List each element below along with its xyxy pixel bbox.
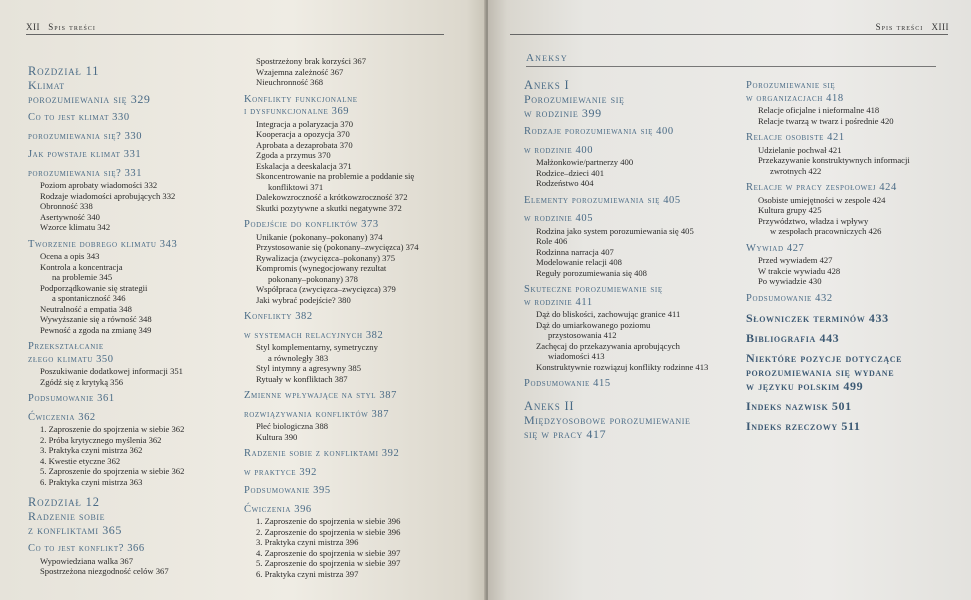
left-page-number: XII (26, 22, 40, 32)
right-page-number: XIII (931, 22, 949, 32)
toc-heading: w systemach relacyjnych 382 (244, 329, 384, 341)
toc-entry: Współpraca (zwycięzca–zwycięzca) 379 (256, 284, 396, 294)
toc-entry: Spostrzeżony brak korzyści 367 (256, 56, 367, 66)
toc-entry: Neutralność a empatia 348 (40, 303, 132, 314)
toc-entry: Obronność 338 (40, 201, 93, 211)
toc-entry: 3. Praktyka czyni mistrza 362 (40, 445, 143, 455)
toc-entry: Rodzinna narracja 407 (536, 246, 614, 257)
toc-entry: zwrotnych 422 (770, 165, 822, 176)
toc-entry: 4. Kwestie etyczne 362 (40, 455, 121, 466)
toc-entry: Role 406 (536, 236, 568, 246)
toc-entry: Asertywność 340 (40, 211, 100, 222)
toc-heading: w rodzinie 399 (524, 106, 602, 120)
toc-entry: Relacje twarzą w twarz i pośrednie 420 (758, 115, 894, 126)
toc-entry: Wzorce klimatu 342 (40, 222, 111, 232)
toc-entry: Płeć biologiczna 388 (256, 421, 329, 431)
toc-heading: złego klimatu 350 (28, 353, 114, 365)
toc-heading: w rodzinie 405 (524, 213, 594, 224)
toc-heading: porozumiewania się wydane (746, 365, 895, 379)
toc-entry: Dalekowzroczność a krótkowzroczność 372 (256, 192, 408, 202)
toc-entry: Rodzeństwo 404 (536, 178, 594, 188)
toc-entry: Przystosowanie się (pokonany–zwycięzca) 374 (256, 242, 419, 252)
toc-heading: rozwiązywania konfliktów 387 (244, 408, 390, 420)
toc-entry: Zgoda a przymus 370 (256, 150, 331, 160)
toc-entry: Po wywiadzie 430 (758, 276, 822, 286)
toc-heading: Podsumowanie 395 (244, 485, 331, 496)
toc-heading: Relacje osobiste 421 (746, 132, 845, 143)
toc-heading: Radzenie sobie z konfliktami 392 (244, 448, 400, 459)
toc-entry: 1. Zaproszenie do spojrzenia w siebie 396 (256, 516, 401, 526)
toc-heading: Międzyosobowe porozumiewanie (524, 412, 691, 427)
toc-entry: Jaki wybrać podejście? 380 (256, 294, 351, 305)
toc-entry: 6. Praktyka czyni mistrza 363 (40, 476, 143, 487)
toc-entry: Unikanie (pokonany–pokonany) 374 (256, 231, 383, 242)
toc-heading: Porozumiewanie się (746, 80, 836, 91)
toc-heading: w rodzinie 400 (524, 144, 594, 156)
toc-heading: Indeks rzeczowy 511 (746, 419, 861, 433)
toc-entry: Nieuchronność 368 (256, 77, 324, 87)
toc-entry: Rytuały w konfliktach 387 (256, 373, 348, 384)
toc-heading: Klimat (28, 78, 65, 92)
toc-entry: Udzielanie pochwał 421 (758, 144, 842, 155)
toc-heading: Jak powstaje klimat 331 (28, 149, 142, 160)
toc-column-4 (746, 80, 910, 433)
toc-heading: Elementy porozumiewania się 405 (524, 194, 681, 206)
toc-entry: konfliktowi 371 (268, 181, 324, 192)
right-page (488, 0, 971, 600)
toc-heading: porozumiewania się? 330 (28, 130, 143, 142)
toc-entry: Przed wywiadem 427 (758, 255, 833, 265)
toc-entry: Wypowiedziana walka 367 (40, 555, 134, 566)
toc-entry: Eskalacja a deeskalacja 371 (256, 160, 352, 171)
toc-entry: Dąż do umiarkowanego poziomu (536, 319, 651, 330)
toc-entry: Osobiste umiejętności w zespole 424 (758, 194, 886, 205)
toc-entry: Kultura 390 (256, 431, 298, 442)
toc-entry: Kontrola a koncentracja (40, 261, 123, 272)
toc-entry: Styl intymny a agresywny 385 (256, 363, 362, 373)
toc-entry: 1. Zaproszenie do spojrzenia w siebie 362 (40, 424, 185, 434)
toc-entry: Pewność a zgoda na zmianę 349 (40, 324, 152, 335)
toc-heading: Przekształcanie (28, 341, 104, 352)
toc-heading: się w pracy 417 (524, 426, 607, 441)
toc-entry: 5. Zaproszenie do spojrzenia w siebie 397 (256, 558, 401, 568)
toc-heading: Porozumiewanie się (524, 92, 625, 106)
toc-heading: Co to jest klimat 330 (28, 112, 130, 123)
toc-heading: z konfliktami 365 (28, 523, 122, 537)
toc-heading: Indeks nazwisk 501 (746, 399, 852, 413)
toc-heading: Skuteczne porozumiewanie się (524, 284, 663, 295)
toc-heading: Ćwiczenia 396 (244, 503, 312, 515)
toc-entry: Konstruktywnie rozwiązuj konflikty rodzinne 413 (536, 361, 709, 372)
left-header-title: Spis treści (48, 22, 96, 32)
toc-heading: Rodzaje porozumiewania się 400 (524, 126, 674, 137)
toc-heading: Zmienne wpływające na styl 387 (244, 390, 397, 401)
toc-entry: przystosowania 412 (548, 330, 617, 340)
toc-heading: Radzenie sobie (28, 509, 106, 523)
toc-heading: Niektóre pozycje dotyczące (746, 351, 903, 365)
toc-entry: Zgódź się z krytyką 356 (40, 376, 124, 387)
toc-entry: Styl komplementarny, symetryczny (256, 342, 378, 352)
toc-entry: Zachęcaj do przekazywania aprobujących (536, 340, 680, 351)
toc-entry: Małżonkowie/partnerzy 400 (536, 157, 634, 167)
toc-heading: Słowniczek terminów 433 (746, 311, 889, 325)
toc-entry: Podporządkowanie się strategii (40, 282, 148, 293)
toc-entry: 3. Praktyka czyni mistrza 396 (256, 537, 359, 547)
toc-entry: Przywództwo, władza i wpływy (758, 215, 869, 226)
toc-heading: porozumiewania się 329 (28, 92, 151, 106)
toc-column-2 (244, 56, 419, 579)
toc-entry: Poziom aprobaty wiadomości 332 (40, 180, 158, 190)
toc-entry: na problemie 345 (52, 272, 113, 282)
right-header-rule (510, 34, 948, 35)
toc-entry: pokonany–pokonany) 378 (268, 273, 358, 284)
toc-heading: Bibliografia 443 (746, 331, 840, 345)
toc-entry: wiadomości 413 (548, 351, 605, 361)
toc-heading: Konflikty funkcjonalne (244, 93, 358, 105)
toc-entry: a równoległy 383 (268, 352, 329, 363)
left-page-header (26, 22, 96, 32)
toc-heading: Rozdział 11 (28, 64, 100, 78)
toc-heading: Podejście do konfliktów 373 (244, 219, 379, 230)
right-page-header (876, 22, 949, 32)
toc-heading: Relacje w pracy zespołowej 424 (746, 182, 897, 193)
toc-entry: Ocena a opis 343 (40, 251, 100, 261)
toc-column-3 (524, 70, 708, 441)
toc-heading: w języku polskim 499 (746, 379, 864, 393)
toc-entry: Rodzina jako system porozumiewania się 405 (536, 225, 694, 236)
toc-entry: Integracja a polaryzacja 370 (256, 118, 354, 129)
toc-entry: Kooperacja a opozycja 370 (256, 129, 350, 139)
toc-entry: w zespołach pracowniczych 426 (770, 226, 882, 236)
toc-heading: Aneks II (524, 398, 575, 413)
toc-heading: i dysfunkcjonalne 369 (244, 106, 350, 117)
toc-entry: Wzajemna zależność 367 (256, 66, 344, 77)
toc-entry: Przekazywanie konstruktywnych informacji (758, 155, 910, 165)
right-header-title: Spis treści (875, 22, 924, 32)
toc-entry: a spontaniczność 346 (52, 293, 126, 303)
toc-heading: Podsumowanie 432 (746, 292, 833, 304)
toc-entry: Kompromis (wynegocjowany rezultat (256, 263, 387, 273)
toc-entry: Wywyższanie się a równość 348 (40, 314, 152, 324)
toc-heading: Ćwiczenia 362 (28, 411, 96, 423)
toc-heading: Co to jest konflikt? 366 (28, 543, 145, 554)
toc-heading: w organizacjach 418 (746, 92, 844, 104)
annex-section-header: Aneksy (526, 52, 936, 67)
toc-entry: Dąż do bliskości, zachowując granice 411 (536, 309, 681, 319)
toc-entry: Aprobata a dezaprobata 370 (256, 139, 353, 150)
toc-entry: Spostrzeżona niezgodność celów 367 (40, 566, 169, 576)
toc-entry: 2. Zaproszenie do spojrzenia w siebie 396 (256, 526, 401, 537)
toc-entry: Rodzice–dzieci 401 (536, 167, 605, 178)
toc-entry: Kultura grupy 425 (758, 205, 822, 215)
toc-heading: w praktyce 392 (244, 466, 317, 478)
toc-heading: porozumiewania się? 331 (28, 167, 143, 179)
toc-entry: Skutki pozytywne a skutki negatywne 372 (256, 202, 402, 213)
toc-heading: Tworzenie dobrego klimatu 343 (28, 238, 178, 250)
toc-heading: Podsumowanie 415 (524, 378, 611, 389)
toc-heading: Aneks I (524, 78, 570, 92)
toc-heading: Wywiad 427 (746, 242, 805, 254)
toc-entry: Relacje oficjalne i nieformalne 418 (758, 105, 880, 115)
toc-heading: w rodzinie 411 (524, 296, 593, 308)
toc-entry: Poszukiwanie dodatkowej informacji 351 (40, 366, 183, 376)
toc-entry: W trakcie wywiadu 428 (758, 265, 841, 276)
toc-entry: 5. Zaproszenie do spojrzenia w siebie 362 (40, 466, 185, 476)
toc-entry: Modelowanie relacji 408 (536, 257, 622, 267)
toc-entry: 4. Zaproszenie do spojrzenia w siebie 397 (256, 547, 401, 558)
toc-entry: Rodzaje wiadomości aprobujących 332 (40, 190, 176, 201)
toc-entry: Reguły porozumiewania się 408 (536, 267, 647, 278)
toc-entry: Rywalizacja (zwycięzca–pokonany) 375 (256, 252, 396, 263)
toc-heading: Podsumowanie 361 (28, 393, 115, 404)
left-header-rule (26, 34, 444, 35)
toc-heading: Konflikty 382 (244, 311, 313, 322)
toc-entry: 2. Próba krytycznego myślenia 362 (40, 434, 162, 445)
toc-entry: Skoncentrowanie na problemie a poddanie się (256, 171, 415, 181)
toc-entry: 6. Praktyka czyni mistrza 397 (256, 568, 359, 579)
toc-heading: Rozdział 12 (28, 495, 100, 509)
toc-column-1 (28, 56, 184, 577)
